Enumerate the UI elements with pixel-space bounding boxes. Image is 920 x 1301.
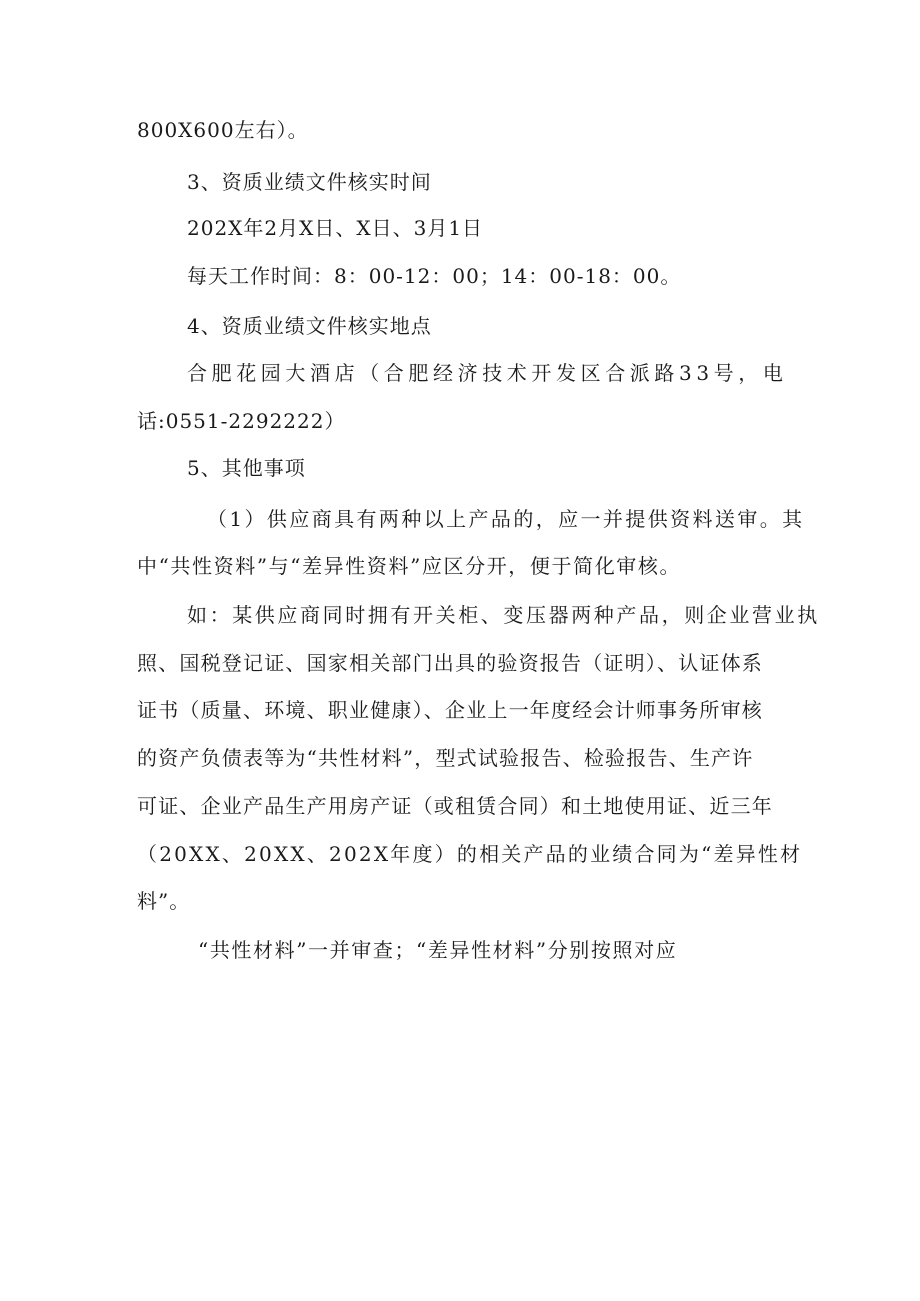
- section-heading-3: 3、资质业绩文件核实时间: [187, 170, 432, 194]
- body-text-line: （20XX、20XX、202X年度）的相关产品的业绩合同为“差异性材: [137, 842, 803, 866]
- body-text-line: 202X年2月X日、X日、3月1日: [187, 216, 484, 240]
- body-text-line: 800X600左右）。: [137, 118, 309, 142]
- body-text-line: 的资产负债表等为“共性材料”，型式试验报告、检验报告、生产许: [137, 746, 754, 770]
- body-text-line: 话:0551-2292222）: [137, 409, 346, 433]
- body-text-line: 合肥花园大酒店（合肥经济技术开发区合派路33号，电: [187, 361, 788, 385]
- section-heading-4: 4、资质业绩文件核实地点: [187, 314, 432, 338]
- body-text-line: 料”。: [137, 889, 191, 913]
- body-text-line: 可证、企业产品生产用房产证（或租赁合同）和土地使用证、近三年: [137, 794, 773, 818]
- body-text-line: “共性材料”一并审查；“差异性材料”分别按照对应: [198, 938, 678, 962]
- body-text-line: 照、国税登记证、国家相关部门出具的验资报告（证明）、认证体系: [137, 651, 763, 675]
- body-text-line: 每天工作时间：8：00-12：00；14：00-18：00。: [187, 264, 682, 288]
- body-text-line: 如：某供应商同时拥有开关柜、变压器两种产品，则企业营业执: [187, 603, 820, 627]
- body-text-line: 中“共性资料”与“差异性资料”应区分开，便于简化审核。: [137, 554, 682, 578]
- body-text-line: 证书（质量、环境、职业健康）、企业上一年度经会计师事务所审核: [137, 698, 763, 722]
- body-text-line: （1）供应商具有两种以上产品的，应一并提供资料送审。其: [207, 507, 805, 531]
- section-heading-5: 5、其他事项: [187, 456, 306, 480]
